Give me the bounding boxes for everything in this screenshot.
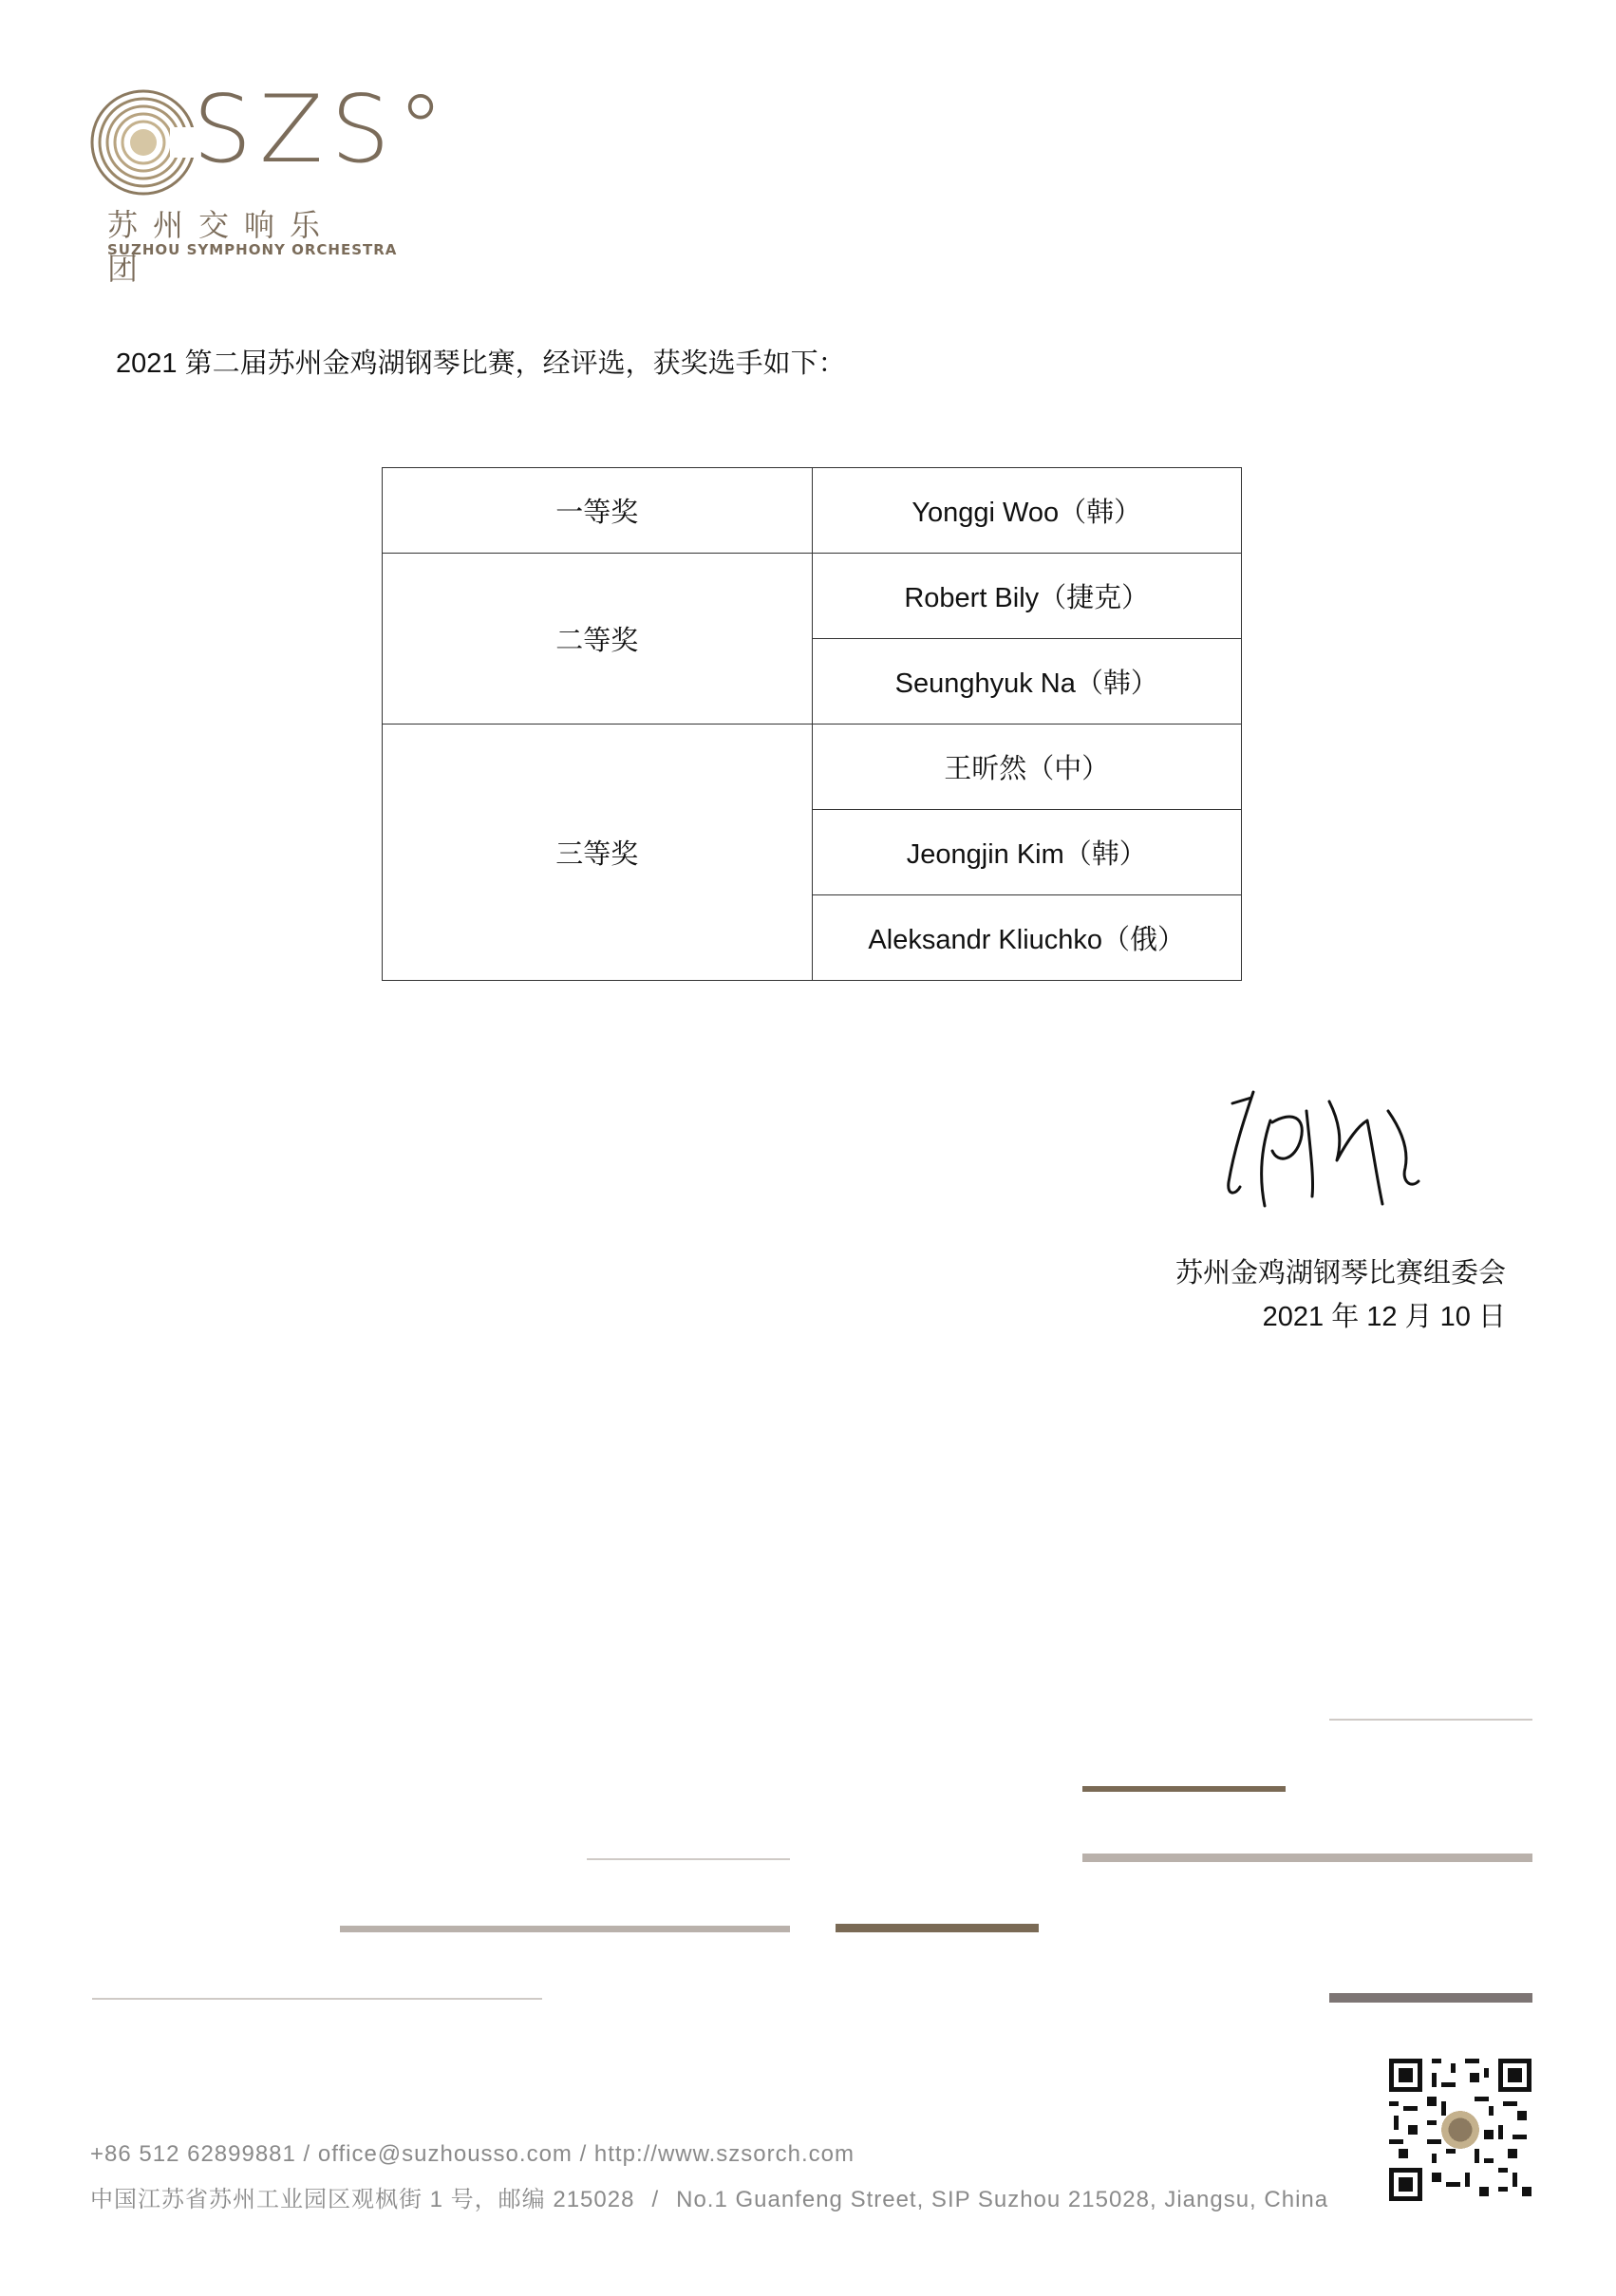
handwritten-signature	[1215, 1082, 1443, 1225]
logo-english-name: SUZHOU SYMPHONY ORCHESTRA	[107, 241, 398, 258]
table-row	[383, 725, 1242, 810]
decorative-bar	[836, 1924, 1039, 1932]
winner-cell: Aleksandr Kliuchko（俄）	[812, 895, 1242, 981]
prize-cell: 三等奖	[383, 725, 813, 981]
decorative-bar	[340, 1926, 790, 1932]
decorative-bar	[92, 1998, 542, 2000]
logo-chinese-name: 苏州交响乐团	[107, 207, 336, 287]
intro-text: 2021 第二届苏州金鸡湖钢琴比赛，经评选，获奖选手如下：	[116, 348, 846, 379]
address-chinese: 中国江苏省苏州工业园区观枫街 1 号，邮编 215028	[90, 2187, 635, 2212]
winner-cell: Seunghyuk Na（韩）	[812, 639, 1242, 725]
table-row	[383, 468, 1242, 554]
table-row	[383, 554, 1242, 639]
winner-cell: 王昕然（中）	[812, 725, 1242, 810]
winner-cell: Yonggi Woo（韩）	[812, 468, 1242, 554]
spiral-logo-icon	[90, 89, 197, 196]
winner-cell: Robert Bily（捷克）	[812, 554, 1242, 639]
decorative-bar	[1329, 1993, 1532, 2003]
winner-cell: Jeongjin Kim（韩）	[812, 810, 1242, 895]
prize-cell: 二等奖	[383, 554, 813, 725]
footer-address	[90, 2180, 1328, 2213]
address-separator: /	[651, 2187, 660, 2212]
organizer-name: 苏州金鸡湖钢琴比赛组委会	[1174, 1258, 1506, 1289]
awards-table	[382, 467, 1242, 981]
orchestra-logo	[90, 76, 452, 287]
decorative-bar	[1082, 1854, 1532, 1862]
issue-date: 2021 年 12 月 10 日	[1262, 1302, 1506, 1332]
decorative-bar	[1329, 1719, 1532, 1721]
logo-letters: SZS°	[193, 76, 452, 184]
decorative-bar	[587, 1858, 790, 1860]
footer-contact: +86 512 62899881 / office@suzhousso.com / http://www.szsorch.com	[90, 2141, 855, 2167]
decorative-bar	[1082, 1786, 1286, 1792]
qr-code-icon	[1389, 2059, 1531, 2201]
prize-cell: 一等奖	[383, 468, 813, 554]
address-english: No.1 Guanfeng Street, SIP Suzhou 215028, Jiangsu, China	[676, 2187, 1329, 2212]
